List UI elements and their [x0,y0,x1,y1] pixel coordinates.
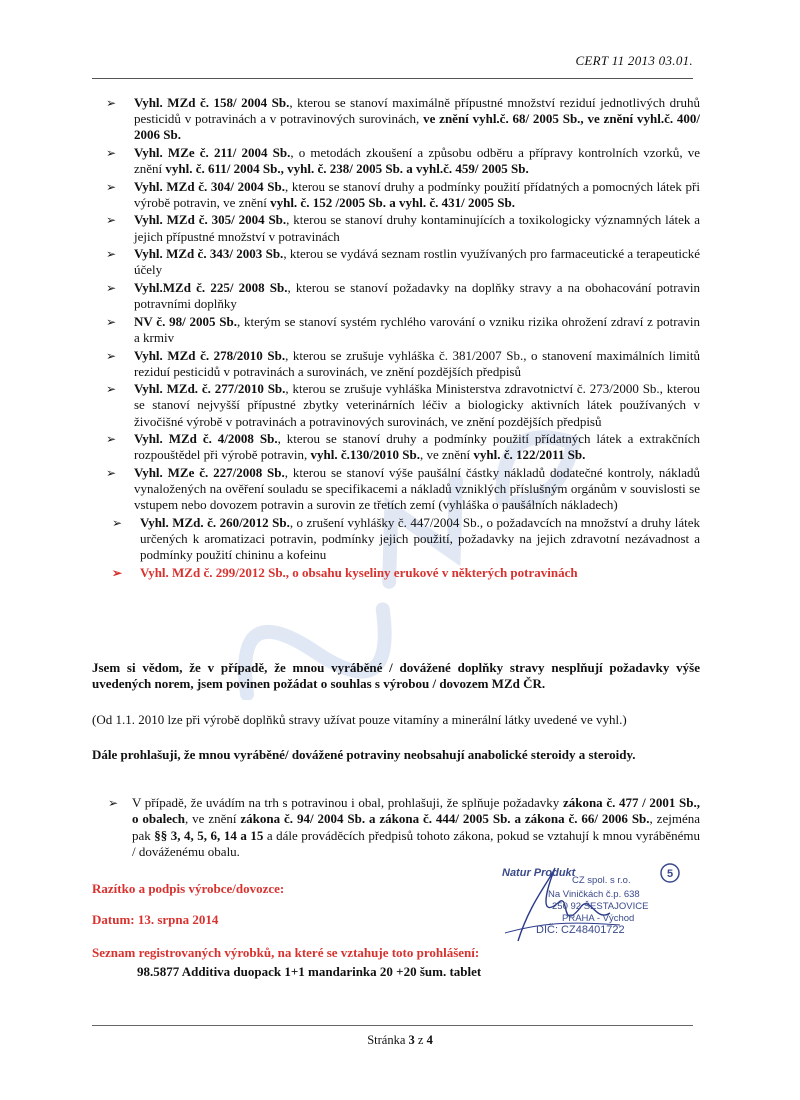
arrow-bullet-icon: ➢ [106,382,117,397]
arrow-bullet-icon: ➢ [106,466,117,480]
packaging-text-part: , zejména pak [132,811,700,843]
regulation-text: Vyhl. MZd. č. 277/2010 Sb. [134,381,286,397]
arrow-bullet-icon: ➢ [106,145,117,160]
product-item: 98.5877 Additiva duopack 1+1 mandarinka 20 +20 šum. tablet [137,964,482,979]
regulation-item [106,431,700,463]
arrow-bullet-icon: ➢ [106,314,117,329]
regulation-item [112,565,700,581]
regulation-list [106,95,700,582]
regulation-item [106,179,700,211]
arrow-bullet-icon: ➢ [112,515,123,530]
regulation-text: , kterou se zrušuje vyhláška Ministerstva zdravotnictví č. 273/2000 Sb., kterou se stanoví nejvyšší přípustné zbytky veterinárních léčiv a biologicky aktivních látek používaných v živočišné výrobě v potravinách a potravinových surovinách, ve znění pozdějších předpisů [134,381,700,429]
regulation-text: , ve znění [419,447,474,463]
regulation-text: , kterou se stanoví maximálně přípustné množství reziduí jednotlivých druhů pesticidů v potravinách a v potravinových surovinách, [134,95,700,127]
declaration-note: (Od 1.1. 2010 lze při výrobě doplňků stravy užívat pouze vitamíny a minerální látky uvedené ve vyhl.) [92,712,627,727]
regulation-item [106,95,700,143]
stamp-dic: DIČ: CZ48401722 [536,924,625,936]
regulation-text: , kterým se stanoví systém rychlého varování o vzniku rizika ohrožení zdraví z potravin a krmiv [134,313,700,345]
regulation-text: , o zrušení vyhlášky č. 447/2004 Sb., o požadavcích na množství a druhy látek určených k aromatizaci potravin, podmínky jejich použití, požadavky na jejich zdravotní nezávadnost a podmínky použití chininu a kofeinu [140,514,700,563]
regulation-text: vyhl. č. 152 /2005 Sb. a vyhl. č. 431/ 2005 Sb. [270,194,515,210]
stamp-company: CZ spol. s r.o. [572,875,631,886]
stamp-city: 250 92 ŠESTAJOVICE [552,901,649,912]
page-number: Stránka 3 z 4 [367,1033,433,1047]
regulation-text: , kterou se stanoví požadavky na doplňky stravy a na obohacování potravin potravními doplňky [134,280,700,312]
packaging-text-part: , ve znění [185,811,241,827]
signature-label: Razítko a podpis výrobce/dovozce: [92,881,285,896]
stamp-circle-number: 5 [666,868,674,880]
header-divider [92,78,693,79]
arrow-bullet-icon: ➢ [106,432,117,447]
regulation-text: , kterou se vydává seznam rostlin využívaných pro farmaceutické a terapeutické účely [134,246,700,278]
regulation-item [106,381,700,429]
regulation-item [106,280,700,312]
regulation-text: Vyhl. MZd č. 299/2012 Sb., o obsahu kyseliny erukové v některých potravinách [140,564,578,580]
arrow-bullet-icon: ➢ [106,96,117,110]
regulation-text: Vyhl. MZd č. 158/ 2004 Sb. [134,95,290,110]
regulation-item [106,465,700,513]
packaging-text [132,795,700,859]
regulation-text: Vyhl. MZe č. 227/2008 Sb. [134,465,285,480]
regulation-text: ve znění vyhl.č. 68/ 2005 Sb., ve znění vyhl.č. 400/ 2006 Sb. [134,111,701,143]
regulation-text: vyhl. č. 122/2011 Sb. [473,447,586,463]
regulation-text: , kterou se stanoví druhy a podmínky použití přídatných látek a extrakčních rozpouštědel při výrobě potravin, [134,431,700,463]
declaration-text: Jsem si vědom, že v případě, že mnou vyráběné / dovážené doplňky stravy nesplňují požadavky výše uvedených norem, jsem povinen požádat o souhlas s výrobou / dovozem MZd ČR. [92,660,700,692]
regulation-text: Vyhl. MZd č. 304/ 2004 Sb. [134,178,285,194]
footer-divider [92,1025,693,1026]
packaging-statement [108,795,700,860]
arrow-bullet-icon: ➢ [112,565,123,580]
document-code: CERT 11 2013 03.01. [575,53,693,68]
regulation-text: Vyhl. MZd. č. 260/2012 Sb. [140,514,290,530]
regulation-text: Vyhl. MZd č. 278/2010 Sb. [134,347,286,363]
company-stamp [500,863,690,943]
stamp-district: PRAHA - Východ [562,913,635,924]
regulation-text: , kterou se zrušuje vyhláška č. 381/2007 Sb., o stanovení maximálních limitů reziduí pesticidů v potravinách a surovinách, ve znění pozdějších předpisů [134,347,700,379]
regulation-text: vyhl. č.130/2010 Sb. [310,447,420,463]
regulation-item [106,246,700,278]
packaging-text-part: zákona č. 477 / 2001 Sb., o obalech [132,795,701,827]
date-label: Datum: 13. srpna 2014 [92,912,219,927]
packaging-text-part: V případě, že uvádím na trh s potravinou i obal, prohlašuji, že splňuje požadavky [132,795,563,810]
arrow-bullet-icon: ➢ [108,796,119,810]
packaging-text-part: zákona č. 94/ 2004 Sb. a zákona č. 444/ 2005 Sb. a zákona č. 66/ 2006 Sb. [240,811,650,827]
steroids-statement: Dále prohlašuji, že mnou vyráběné/ dovážené potraviny neobsahují anabolické steroidy a steroidy. [92,747,636,762]
regulation-text: , kterou se stanoví výše paušální částky nákladů dodatečné kontroly, nákladů vynaložených na ověření souladu se specifikacemi a nákladů vzniklých příslušným orgánům v souvislosti se vstupem nebo dovozem potravin a surovin ze třetích zemí (vyhláška o paušálních nákladech) [134,465,700,513]
packaging-text-part: §§ 3, 4, 5, 6, 14 a 15 [154,827,264,843]
regulation-text: Vyhl. MZd č. 4/2008 Sb. [134,431,278,447]
regulation-text: Vyhl. MZd č. 343/ 2003 Sb. [134,246,284,262]
arrow-bullet-icon: ➢ [106,247,117,262]
stamp-street: Na Viničkách č.p. 638 [548,889,640,900]
arrow-bullet-icon: ➢ [106,281,117,295]
regulation-text: , kterou se stanoví druhy kontaminujících a toxikologicky významných látek a jejich přípustné množství v potravinách [134,212,700,244]
regulation-text: Vyhl. MZe č. 211/ 2004 Sb. [134,144,291,160]
regulation-item [106,212,700,244]
arrow-bullet-icon: ➢ [106,213,117,228]
regulation-text: vyhl. č. 611/ 2004 Sb., vyhl. č. 238/ 2005 Sb. a vyhl.č. 459/ 2005 Sb. [165,160,529,176]
regulation-text: NV č. 98/ 2005 Sb. [134,313,237,329]
regulation-text: , o metodách zkoušení a způsobu odběru a přípravy kontrolních vzorků, ve znění [134,144,701,176]
stamp-logo: Natur Produkt [502,867,576,879]
regulation-text: Vyhl.MZd č. 225/ 2008 Sb. [134,280,288,295]
regulation-text: , kterou se stanoví druhy a podmínky použití přídatných a pomocných látek při výrobě potravin, ve znění [134,178,700,210]
regulation-item [112,515,700,563]
regulation-item [106,348,700,380]
products-label: Seznam registrovaných výrobků, na které se vztahuje toto prohlášení: [92,945,480,960]
packaging-text-part: a dále prováděcích předpisů tohoto zákona, pokud se vztahují k mnou vyráběnému / dováženému obalu. [132,827,700,859]
arrow-bullet-icon: ➢ [106,179,117,194]
regulation-text: Vyhl. MZd č. 305/ 2004 Sb. [134,212,287,228]
arrow-bullet-icon: ➢ [106,348,117,363]
regulation-item [106,314,700,346]
regulation-item [106,145,700,177]
